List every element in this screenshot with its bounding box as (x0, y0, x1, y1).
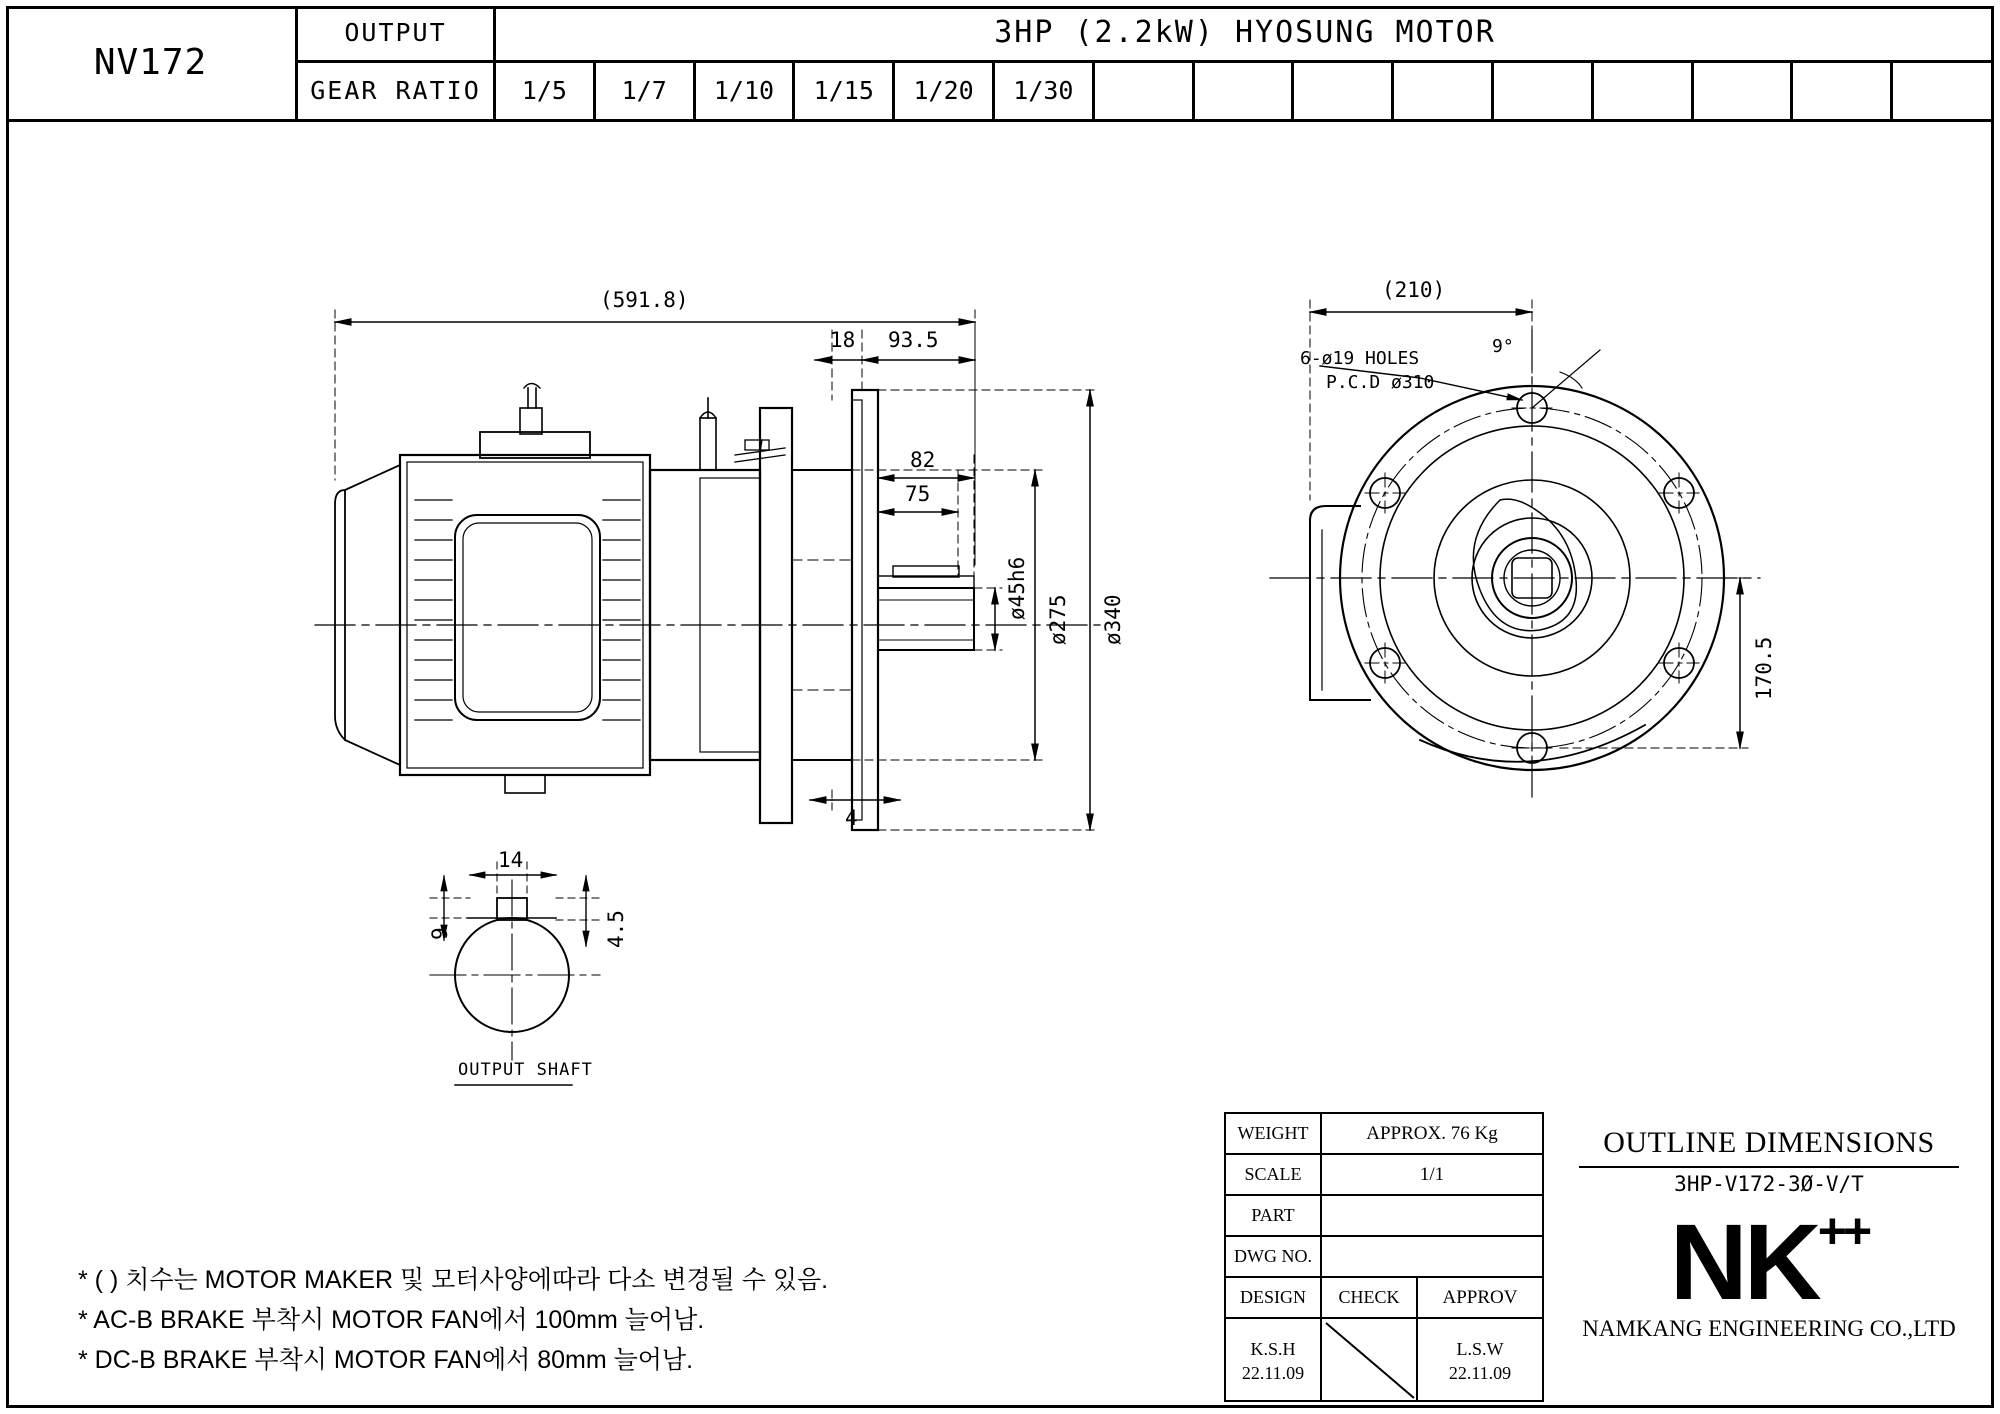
title-panel (1544, 1112, 1994, 1402)
notes-block (78, 1260, 828, 1380)
dim-overall-length: (591.8) (600, 288, 689, 312)
approv-name: L.S.W (1456, 1338, 1504, 1359)
output-shaft-caption: OUTPUT SHAFT (458, 1060, 593, 1080)
gear-ratio-cell: 1/7 (596, 63, 696, 120)
dim-75: 75 (905, 482, 931, 506)
design-date: 22.11.09 (1241, 1362, 1305, 1383)
design-name: K.S.H (1250, 1338, 1296, 1359)
info-table (1224, 1112, 1544, 1402)
note-pcd: P.C.D ø310 (1326, 372, 1435, 393)
gear-ratio-cell: 1/10 (696, 63, 796, 120)
design-label: DESIGN (1226, 1278, 1322, 1317)
approv-signature (1418, 1319, 1542, 1402)
weight-value: APPROX. 76 Kg (1366, 1122, 1498, 1144)
dim-4: 4 (845, 806, 858, 830)
signature-row (1226, 1319, 1542, 1402)
dim-93-5: 93.5 (888, 328, 939, 352)
gear-ratio-cell: 1/30 (995, 63, 1095, 120)
approv-date: 22.11.09 (1448, 1362, 1512, 1383)
dim-14: 14 (498, 848, 524, 872)
note-line: * ( ) 치수는 MOTOR MAKER 및 모터사양에따라 다소 변경될 수 있음. (78, 1266, 829, 1294)
note-line: * AC-B BRAKE 부착시 MOTOR FAN에서 100mm 늘어남. (78, 1306, 705, 1334)
company-logo (1544, 1202, 1994, 1322)
check-label: CHECK (1322, 1278, 1418, 1317)
divider (1579, 1166, 1959, 1168)
drawing-subtitle: 3HP-V172-3Ø-V/T (1674, 1172, 1864, 1196)
approv-label: APPROV (1442, 1286, 1518, 1308)
logo-text: NK (1669, 1201, 1818, 1322)
dim-4-5: 4.5 (604, 910, 628, 948)
weight-label: WEIGHT (1226, 1114, 1322, 1153)
dwg-no-label: DWG NO. (1226, 1237, 1322, 1276)
dim-275: ø275 (1046, 594, 1070, 645)
dim-shaft-dia: ø45h6 (1005, 556, 1029, 620)
output-value: 3HP (2.2kW) HYOSUNG MOTOR (496, 6, 1994, 63)
drawing-title: OUTLINE DIMENSIONS (1603, 1126, 1935, 1159)
gear-ratio-cell: 1/20 (895, 63, 995, 120)
output-label: OUTPUT (298, 6, 496, 63)
table-row (1226, 1278, 1542, 1319)
company-name: NAMKANG ENGINEERING CO.,LTD (1582, 1316, 1956, 1341)
dim-angle: 9° (1492, 336, 1514, 357)
note-holes: 6-ø19 HOLES (1300, 348, 1420, 369)
note-line: * DC-B BRAKE 부착시 MOTOR FAN에서 80mm 늘어남. (78, 1346, 694, 1374)
gear-ratio-cell: 1/5 (496, 63, 596, 120)
check-signature (1322, 1319, 1418, 1402)
part-label: PART (1226, 1196, 1322, 1235)
dim-210: (210) (1382, 278, 1446, 302)
gear-ratio-label: GEAR RATIO (298, 63, 496, 120)
dim-82: 82 (910, 448, 936, 472)
design-signature (1226, 1319, 1322, 1402)
gear-ratio-cell: 1/15 (795, 63, 895, 120)
dim-170-5: 170.5 (1752, 636, 1776, 700)
table-row (1226, 1196, 1542, 1237)
table-row (1226, 1114, 1542, 1155)
table-row (1226, 1155, 1542, 1196)
scale-label: SCALE (1226, 1155, 1322, 1194)
dim-9: 9 (428, 927, 452, 940)
model-name: NV172 (6, 6, 298, 119)
dwg-no-value (1322, 1237, 1542, 1276)
part-value (1322, 1196, 1542, 1235)
dim-18: 18 (830, 328, 856, 352)
scale-value: 1/1 (1419, 1163, 1445, 1185)
table-row (1226, 1237, 1542, 1278)
dim-340: ø340 (1101, 594, 1125, 645)
logo-marks: ++ (1817, 1203, 1869, 1259)
